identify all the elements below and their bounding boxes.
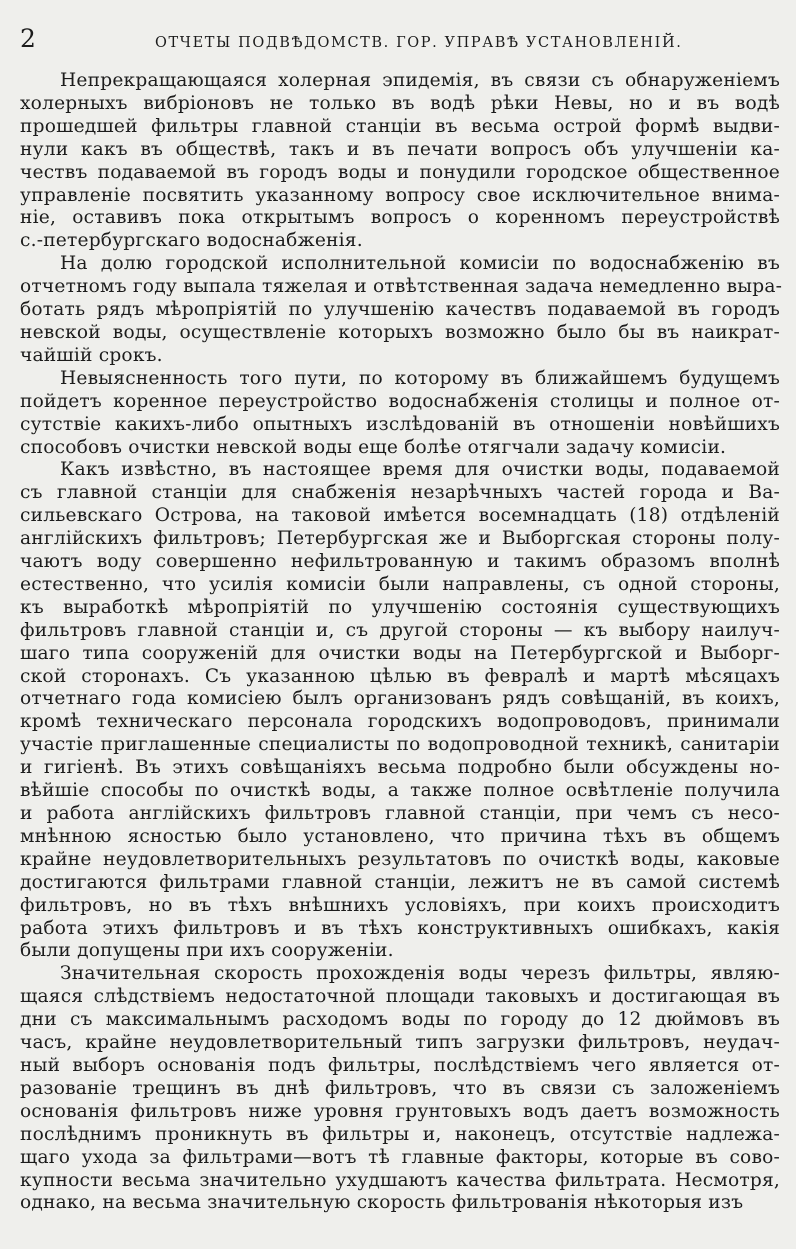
- text-line: отчетнаго года комисіею былъ организованъ рядъ совѣщаній, въ коихъ,: [20, 688, 780, 710]
- text-line: отчетномъ году выпала тяжелая и отвѣтственная задача немедленно выра-: [20, 276, 783, 298]
- text-line: ніе, оставивъ пока открытымъ вопросъ о коренномъ переустройствѣ: [20, 207, 780, 229]
- text-line: нули какъ въ обществѣ, такъ и въ печати вопросъ объ улучшеніи ка-: [20, 138, 780, 160]
- text-line: управленіе посвятить указанному вопросу свое исключительное внима-: [20, 184, 780, 206]
- text-line: англійскихъ фильтровъ; Петербургская же и Выборгская стороны полу-: [20, 528, 780, 550]
- text-line: чествъ подаваемой въ городъ воды и понудили городское общественное: [20, 161, 780, 183]
- body-text: [20, 70, 783, 1215]
- paragraph: [20, 253, 783, 368]
- text-line: крайне неудовлетворительныхъ результатовъ по очисткѣ воды, каковые: [20, 848, 780, 870]
- text-line: щаго ухода за фильтрами—вотъ тѣ главные факторы, которые въ сово-: [20, 1146, 780, 1168]
- text-line: щаяся слѣдствіемъ недостаточной площади таковыхъ и достигающая въ: [20, 986, 780, 1008]
- text-line: естественно, что усилія комисіи были направлены, съ одной стороны,: [20, 573, 780, 595]
- text-line: кромѣ техническаго персонала городскихъ водопроводовъ, принимали: [20, 711, 780, 733]
- text-line: работа этихъ фильтровъ и въ тѣхъ конструктивныхъ ошибкахъ, какія: [20, 917, 780, 939]
- text-line: Непрекращающаяся холерная эпидемія, въ связи съ обнаруженіемъ: [60, 70, 780, 91]
- text-line: мнѣнною ясностью было установлено, что причина тѣхъ въ общемъ: [20, 825, 780, 847]
- text-line: чайшій срокъ.: [20, 344, 163, 366]
- text-line: сутствіе какихъ-либо опытныхъ изслѣдованій въ отношеніи новѣйшихъ: [20, 413, 780, 435]
- text-line: дни съ максимальнымъ расходомъ воды по городу до 12 дюймовъ въ: [20, 1009, 780, 1031]
- text-line: фильтровъ главной станціи и, съ другой стороны — къ выбору наилуч-: [20, 619, 780, 641]
- text-line: чаютъ воду совершенно нефильтрованную и такимъ образомъ вполнѣ: [20, 551, 780, 573]
- paragraph: [20, 963, 780, 1215]
- text-line: съ главной станціи для снабженія незарѣчныхъ частей города и Ва-: [20, 482, 780, 504]
- text-line: пойдетъ коренное переустройство водоснабженія столицы и полное от-: [20, 390, 780, 412]
- paragraph: [20, 459, 780, 963]
- text-line: Какъ извѣстно, въ настоящее время для очистки воды, подаваемой: [60, 459, 780, 481]
- text-line: достигаются фильтрами главной станціи, лежитъ не въ самой системѣ: [20, 871, 780, 893]
- text-line: купности весьма значительно ухудшаютъ качества фильтрата. Несмотря,: [20, 1169, 780, 1191]
- text-line: фильтровъ, но въ тѣхъ внѣшнихъ условіяхъ, при коихъ происходитъ: [20, 894, 780, 916]
- text-line: вѣйшіе способы по очисткѣ воды, а также полное освѣтленіе получила: [20, 780, 780, 802]
- text-line: шаго типа сооруженій для очистки воды на Петербургской и Выборг-: [20, 642, 780, 664]
- text-line: ный выборъ основанія подъ фильтры, послѣдствіемъ чего является от-: [20, 1054, 780, 1076]
- page-header: [20, 24, 780, 70]
- text-line: къ выработкѣ мѣропріятій по улучшенію состоянія существующихъ: [20, 596, 780, 618]
- text-line: разованіе трещинъ въ днѣ фильтровъ, что въ связи съ заложеніемъ: [20, 1077, 780, 1099]
- text-line: участіе приглашенные специалисты по водопроводной техникѣ, санитаріи: [20, 734, 780, 756]
- text-line: и работа англійскихъ фильтровъ главной станціи, при чемъ съ несо-: [20, 803, 780, 824]
- text-line: На долю городской исполнительной комисіи по водоснабженію въ: [60, 253, 780, 275]
- page-number: 2: [20, 24, 36, 53]
- text-line: однако, на весьма значительную скорость фильтрованія нѣкоторыя изъ: [20, 1192, 744, 1214]
- text-line: ской сторонахъ. Съ указанною цѣлью въ февралѣ и мартѣ мѣсяцахъ: [20, 665, 780, 687]
- text-line: способовъ очистки невской воды еще болѣе отягчали задачу комисіи.: [20, 436, 727, 458]
- text-line: сильевскаго Острова, на таковой имѣется восемнадцать (18) отдѣленій: [20, 505, 780, 527]
- paragraph: [20, 368, 780, 460]
- text-line: с.-петербургскаго водоснабженія.: [20, 230, 363, 252]
- text-line: холерныхъ вибріоновъ не только въ водѣ рѣки Невы, но и въ водѣ: [20, 92, 780, 114]
- running-title: ОТЧЕТЫ ПОДВѢДОМСТВ. ГОР. УПРАВѢ УСТАНОВЛЕНІЙ.: [155, 35, 683, 51]
- text-line: невской воды, осуществленіе которыхъ возможно было бы въ наикрат-: [20, 321, 780, 343]
- text-line: прошедшей фильтры главной станціи въ весьма острой формѣ выдви-: [20, 115, 780, 137]
- text-line: ботать рядъ мѣропріятій по улучшенію качествъ подаваемой въ городъ: [20, 299, 780, 321]
- text-line: были допущены при ихъ сооруженіи.: [20, 940, 394, 962]
- paragraph: [20, 70, 780, 253]
- text-line: основанія фильтровъ ниже уровня грунтовыхъ водъ даетъ возможность: [20, 1100, 780, 1122]
- text-line: часъ, крайне неудовлетворительный типъ загрузки фильтровъ, неудач-: [20, 1032, 780, 1054]
- text-line: Невыясненность того пути, по которому въ ближайшемъ будущемъ: [60, 367, 780, 389]
- text-line: Значительная скорость прохожденія воды черезъ фильтры, являю-: [60, 963, 780, 985]
- text-line: послѣднимъ проникнуть въ фильтры и, наконецъ, отсутствіе надлежа-: [20, 1123, 780, 1145]
- text-line: и гигіенѣ. Въ этихъ совѣщаніяхъ весьма подробно были обсуждены но-: [20, 757, 780, 779]
